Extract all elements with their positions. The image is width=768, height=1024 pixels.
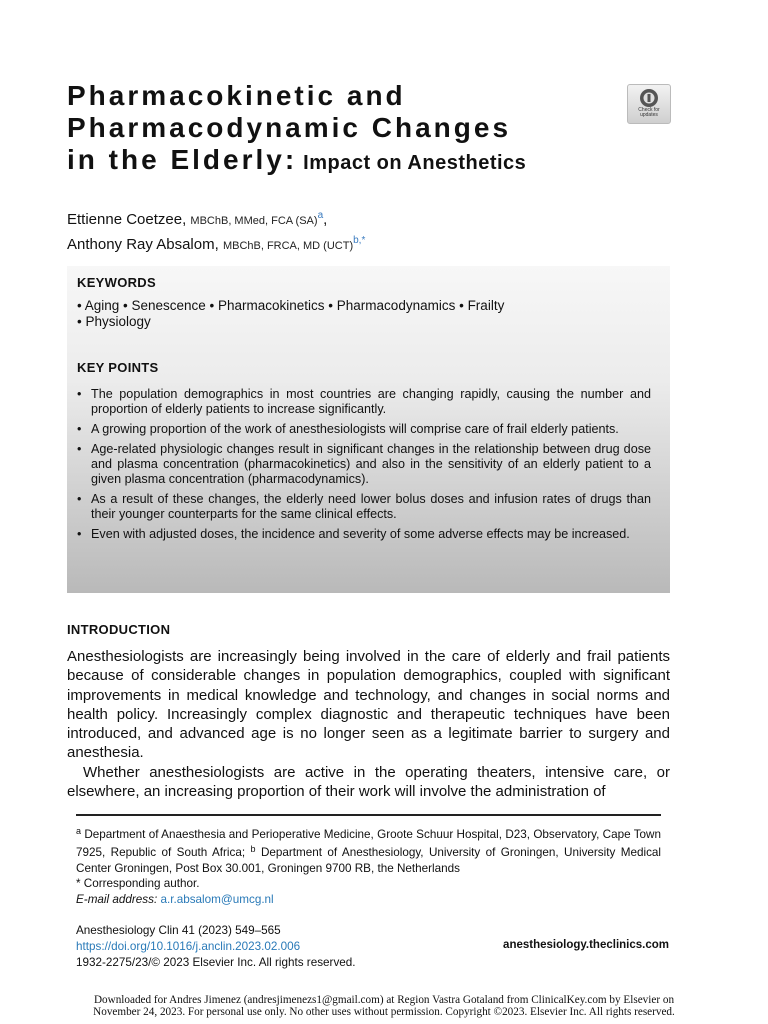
email-line xyxy=(76,892,661,907)
author-name: Anthony Ray Absalom, xyxy=(67,236,219,253)
author-degrees: MBChB, MMed, FCA (SA) xyxy=(190,215,318,227)
journal-info xyxy=(76,923,356,971)
title-line-2: Pharmacodynamic Changes xyxy=(67,112,512,143)
footnote-sup-a: a xyxy=(76,826,82,836)
check-for-updates-icon xyxy=(639,88,659,108)
article-title xyxy=(67,80,526,179)
corresponding-author-note: * Corresponding author. xyxy=(76,877,200,891)
affiliation-b: Department of Anesthesiology, University of Groningen, University Medical Center Groningen, Post Box 30.001, Groningen 9700 RB, the Netherlands xyxy=(76,846,662,875)
email-link[interactable]: a.r.absalom@umcg.nl xyxy=(160,892,274,906)
introduction-heading: INTRODUCTION xyxy=(67,622,171,637)
email-label: E-mail address: xyxy=(76,892,158,906)
author-degrees: MBChB, FRCA, MD (UCT) xyxy=(222,240,354,252)
author-separator: , xyxy=(323,211,328,228)
affiliation-a: Department of Anaesthesia and Perioperative Medicine, Groote Schuur Hospital, D23, Observatory, Cape Town 7925, Republic of South Africa; xyxy=(76,828,662,860)
keywords-keypoints-box xyxy=(67,266,670,593)
key-points-heading: KEY POINTS xyxy=(77,360,159,375)
body-paragraph-1: Anesthesiologists are increasingly being involved in the care of elderly and frail patients because of considerable changes in population demographics, coupled with significant improvements in medical knowledge and technology, and changes in social norms and health policy. Increasingly complex diagnostic and therapeutic techniques have been introduced, and advanced age is no longer seen as a legitimate barrier to surgery and anesthesia. xyxy=(67,648,670,762)
key-point: • Age-related physiologic changes result in significant changes in the relationship between drug dose and plasma concentration (pharmacokinetics) and also in the sensitivity of an elderly patient to a given plasma concentration (pharmacodynamics). xyxy=(76,442,651,487)
check-for-updates-badge[interactable] xyxy=(627,84,671,124)
title-line-1: Pharmacokinetic and xyxy=(67,80,406,111)
author-name: Ettienne Coetzee, xyxy=(67,211,187,228)
footnote-divider xyxy=(76,814,661,816)
body-paragraph-2: Whether anesthesiologists are active in the operating theaters, intensive care, or elsewhere, an increasing proportion of their work will involve the administration of xyxy=(67,763,670,801)
article-subtitle: Impact on Anesthetics xyxy=(303,152,527,174)
badge-line-1: Check for xyxy=(638,107,660,113)
keywords-heading: KEYWORDS xyxy=(77,275,156,290)
affiliation-link-b[interactable]: b,* xyxy=(353,235,366,246)
introduction-body xyxy=(67,647,670,801)
author-2 xyxy=(67,231,365,256)
key-point: • Even with adjusted doses, the incidence and severity of some adverse effects may be increased. xyxy=(76,527,651,542)
affiliation-link-a[interactable]: a xyxy=(317,210,324,221)
title-line-3-text: in the Elderly: xyxy=(67,144,298,175)
key-point: • As a result of these changes, the elderly need lower bolus doses and infusion rates of drugs than their younger counterparts for the same clinical effects. xyxy=(76,492,651,522)
key-point: • The population demographics in most countries are changing rapidly, causing the number and proportion of elderly patients to increase significantly. xyxy=(76,387,651,417)
journal-site-link[interactable]: anesthesiology.theclinics.com xyxy=(503,939,669,951)
key-points-list xyxy=(76,387,651,547)
download-notice-line-2: November 24, 2023. For personal use only. No other uses without permission. Copyright ©2023. Elsevier Inc. All rights reserved. xyxy=(93,1006,675,1018)
doi-link[interactable]: https://doi.org/10.1016/j.anclin.2023.02.006 xyxy=(76,940,301,953)
download-notice xyxy=(0,994,768,1018)
author-1 xyxy=(67,206,365,231)
affiliations xyxy=(76,824,661,876)
key-point: • A growing proportion of the work of anesthesiologists will comprise care of frail elderly patients. xyxy=(76,422,651,437)
download-notice-line-1: Downloaded for Andres Jimenez (andresjimenezs1@gmail.com) at Region Vastra Gotaland from ClinicalKey.com by Elsevier on xyxy=(93,994,675,1006)
keywords-line-1: • Aging • Senescence • Pharmacokinetics • Pharmacodynamics • Frailty xyxy=(77,298,505,313)
author-list xyxy=(67,206,365,256)
copyright-line: 1932-2275/23/© 2023 Elsevier Inc. All rights reserved. xyxy=(76,956,356,969)
footnote-sup-b: b xyxy=(250,844,256,855)
keywords-line-2: • Physiology xyxy=(77,314,151,329)
journal-citation: Anesthesiology Clin 41 (2023) 549–565 xyxy=(76,924,281,937)
footnotes xyxy=(76,824,661,907)
badge-line-2: updates xyxy=(640,112,658,118)
title-line-3 xyxy=(67,144,526,179)
